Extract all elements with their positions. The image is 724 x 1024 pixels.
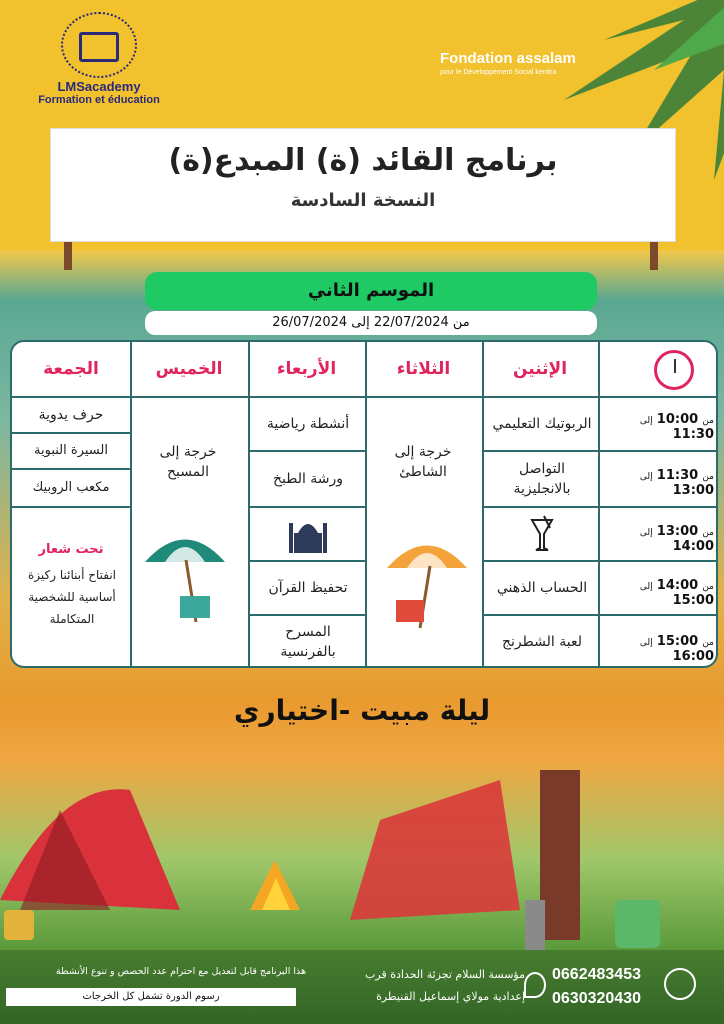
friday-activity-1: حرف يدوية <box>38 407 104 423</box>
fees-note: رسوم الدورة تشمل كل الخرجات <box>6 988 296 1006</box>
wednesday-activity-4: المسرح بالفرنسية <box>280 624 336 660</box>
beach-umbrella-icon <box>382 528 472 638</box>
friday-slogan-text: انفتاح أبنائنا ركيزة أساسية للشخصية المتكاملة <box>27 568 116 626</box>
monday-activity-4: لعبة الشطرنج <box>502 634 582 650</box>
edition-subtitle: النسخة السادسة <box>290 190 436 211</box>
friday-activity-3: مكعب الروبيك <box>32 480 110 495</box>
time-slot-1: من 10:00 إلى 11:30 <box>639 412 714 442</box>
location-pin-icon <box>524 972 546 998</box>
wednesday-activity-2: ورشة الطبخ <box>272 471 344 487</box>
logo-subtitle: Formation et éducation <box>38 94 160 106</box>
phone-number-2: 0630320430 <box>552 990 641 1007</box>
address-line-2: إعدادية مولاي إسماعيل القنيطرة <box>376 990 525 1003</box>
address-line-1: مؤسسة السلام تجزئة الحدادة قرب <box>365 968 525 981</box>
night-stay-label: ليلة مبيت -اختياري <box>233 694 491 727</box>
time-slot-5: من 15:00 إلى 16:00 <box>639 634 714 664</box>
day-wednesday: الأربعاء <box>276 359 337 379</box>
page-title: برنامج القائد (ة) المبدع(ة) <box>168 143 558 178</box>
lmsacademy-logo <box>34 10 164 106</box>
wednesday-activity-3: تحفيظ القرآن <box>268 580 348 596</box>
season-label: الموسم الثاني <box>145 272 597 310</box>
day-friday: الجمعة <box>43 359 99 379</box>
foundation-subtitle: pour le Développement Social kenitra <box>440 69 557 76</box>
monday-activity-2: التواصل بالانجليزية <box>513 461 571 497</box>
footer-bar <box>0 950 724 1024</box>
pool-umbrella-icon <box>140 522 230 632</box>
time-slot-3: من 13:00 إلى 14:00 <box>639 524 714 554</box>
title-board <box>50 128 676 242</box>
mosque-icon <box>256 508 360 560</box>
monday-activity-3: الحساب الذهني <box>496 580 588 596</box>
friday-slogan-title: تحت شعار <box>38 542 104 557</box>
book-laurel-icon <box>51 10 147 80</box>
drink-icon <box>490 508 594 560</box>
camping-scene-illustration <box>0 760 724 960</box>
season-dates: من 22/07/2024 إلى 26/07/2024 <box>145 311 597 335</box>
phone-icon <box>664 968 696 1000</box>
wednesday-activity-1: أنشطة رياضية <box>266 416 350 432</box>
logo-name: LMSacademy <box>57 79 141 94</box>
day-thursday: الخميس <box>155 359 223 379</box>
friday-activity-2: السيرة النبوية <box>34 443 108 458</box>
program-note: هذا البرنامج قابل لتعديل مع احترام عدد الحصص و تنوع الأنشطة <box>55 966 306 977</box>
schedule-table <box>10 340 718 668</box>
clock-icon <box>654 350 694 390</box>
time-slot-2: من 11:30 إلى 13:00 <box>639 468 714 498</box>
time-slot-4: من 14:00 إلى 15:00 <box>639 578 714 608</box>
foundation-name: Fondation assalam <box>440 50 576 67</box>
foundation-logo <box>440 50 576 76</box>
thursday-activity: خرجة إلى المسبح <box>159 444 217 480</box>
monday-activity-1: الربوتيك التعليمي <box>492 416 592 432</box>
day-tuesday: الثلاثاء <box>396 359 451 379</box>
tuesday-activity: خرجة إلى الشاطئ <box>394 444 452 480</box>
day-monday: الإثنين <box>512 359 568 379</box>
phone-number-1: 0662483453 <box>552 966 641 983</box>
